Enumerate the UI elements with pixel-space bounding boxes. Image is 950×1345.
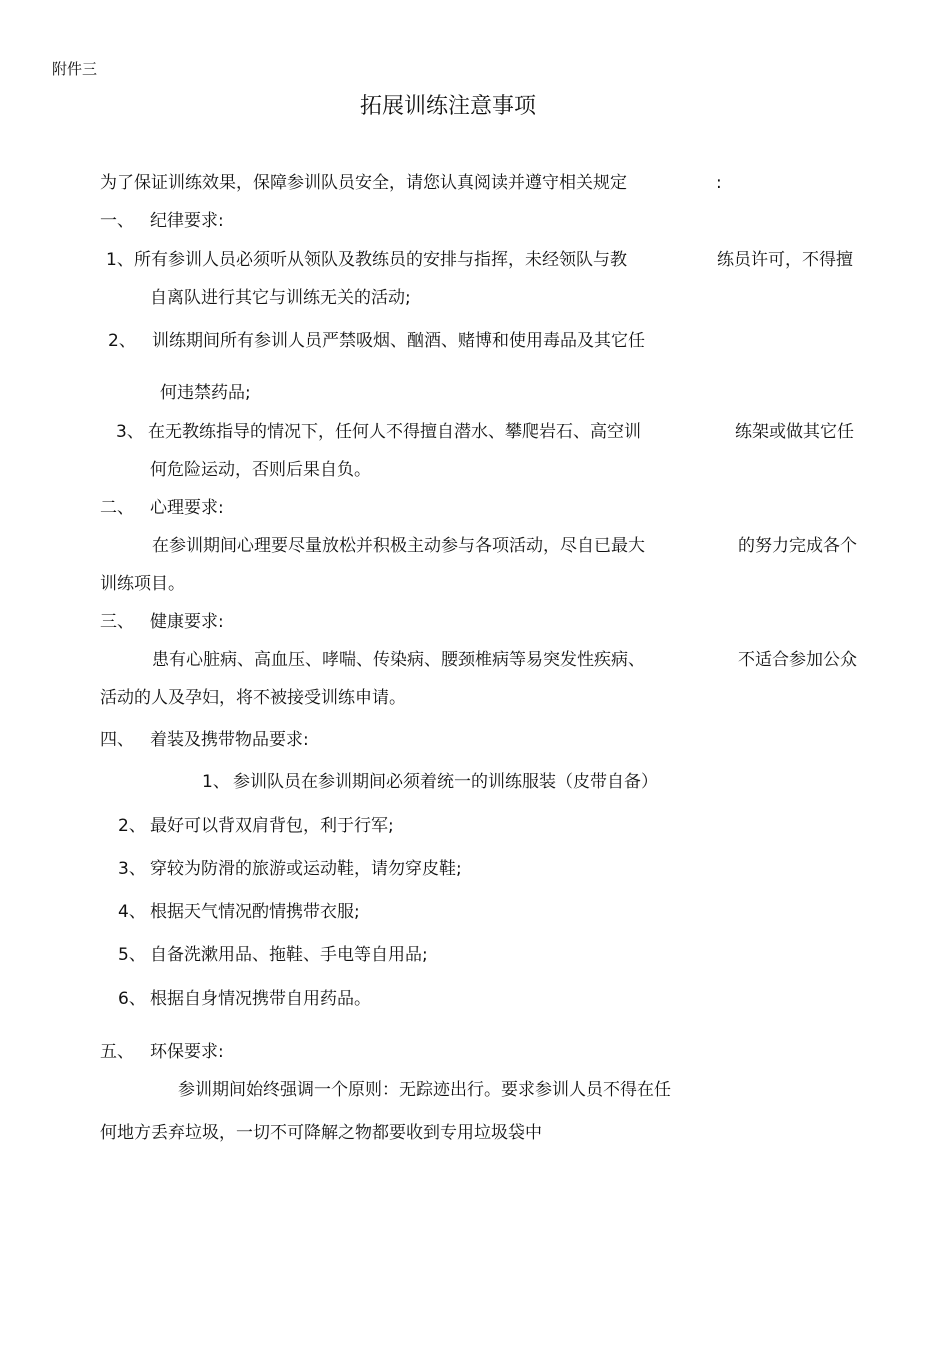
list-item-text: 所有参训人员必须听从领队及教练员的安排与指挥，未经领队与教: [134, 250, 627, 270]
section-heading: 环保要求:: [150, 1042, 224, 1062]
section-num: 三、: [100, 612, 134, 632]
section-num: 五、: [100, 1042, 134, 1062]
section-heading: 健康要求:: [150, 612, 224, 632]
list-item-num: 5、: [118, 945, 146, 965]
paragraph-text: 患有心脏病、高血压、哮喘、传染病、腰颈椎病等易突发性疾病、: [152, 650, 645, 670]
list-item-num: 1、: [106, 250, 134, 270]
list-item-text: 自备洗漱用品、拖鞋、手电等自用品;: [150, 945, 428, 965]
section-num: 一、: [100, 211, 134, 231]
list-item-text: 根据天气情况酌情携带衣服;: [150, 902, 360, 922]
list-item-text: 参训队员在参训期间必须着统一的训练服装（皮带自备）: [233, 772, 658, 792]
section-heading: 纪律要求:: [150, 211, 224, 231]
list-item-continuation: 何违禁药品;: [160, 383, 251, 403]
list-item-num: 2、: [108, 331, 136, 351]
paragraph-text-tail: 的努力完成各个: [738, 536, 857, 556]
page-title: 拓展训练注意事项: [360, 94, 537, 119]
list-item-continuation: 自离队进行其它与训练无关的活动;: [150, 288, 411, 308]
list-item-num: 3、: [118, 859, 146, 879]
list-item-text: 最好可以背双肩背包，利于行军;: [150, 816, 394, 836]
list-item-num: 2、: [118, 816, 146, 836]
annex-label: 附件三: [52, 60, 98, 78]
list-item-text: 穿较为防滑的旅游或运动鞋，请勿穿皮鞋;: [150, 859, 462, 879]
list-item-text-tail: 练架或做其它任: [735, 422, 854, 442]
section-num: 二、: [100, 498, 134, 518]
list-item-text: 在无教练指导的情况下，任何人不得擅自潜水、攀爬岩石、高空训: [148, 422, 641, 442]
section-heading: 心理要求:: [150, 498, 224, 518]
list-item-num: 1、: [202, 772, 230, 792]
list-item-text: 训练期间所有参训人员严禁吸烟、酗酒、赌博和使用毒品及其它任: [152, 331, 645, 351]
list-item-num: 4、: [118, 902, 146, 922]
list-item-num: 6、: [118, 989, 146, 1009]
section-heading: 着装及携带物品要求:: [150, 730, 309, 750]
paragraph-text: 参训期间始终强调一个原则：无踪迹出行。要求参训人员不得在任: [178, 1080, 671, 1100]
list-item-text: 根据自身情况携带自用药品。: [150, 989, 371, 1009]
paragraph-continuation: 何地方丢弃垃圾，一切不可降解之物都要收到专用垃圾袋中: [100, 1123, 542, 1143]
intro-text: 为了保证训练效果，保障参训队员安全，请您认真阅读并遵守相关规定: [100, 173, 627, 193]
paragraph-text-tail: 不适合参加公众: [738, 650, 857, 670]
paragraph-continuation: 训练项目。: [100, 574, 185, 594]
intro-colon: :: [716, 173, 722, 193]
paragraph-continuation: 活动的人及孕妇，将不被接受训练申请。: [100, 688, 406, 708]
paragraph-text: 在参训期间心理要尽量放松并积极主动参与各项活动，尽自已最大: [152, 536, 645, 556]
list-item-continuation: 何危险运动，否则后果自负。: [150, 460, 371, 480]
list-item-text-tail: 练员许可，不得擅: [717, 250, 853, 270]
list-item-num: 3、: [116, 422, 144, 442]
section-num: 四、: [100, 730, 134, 750]
